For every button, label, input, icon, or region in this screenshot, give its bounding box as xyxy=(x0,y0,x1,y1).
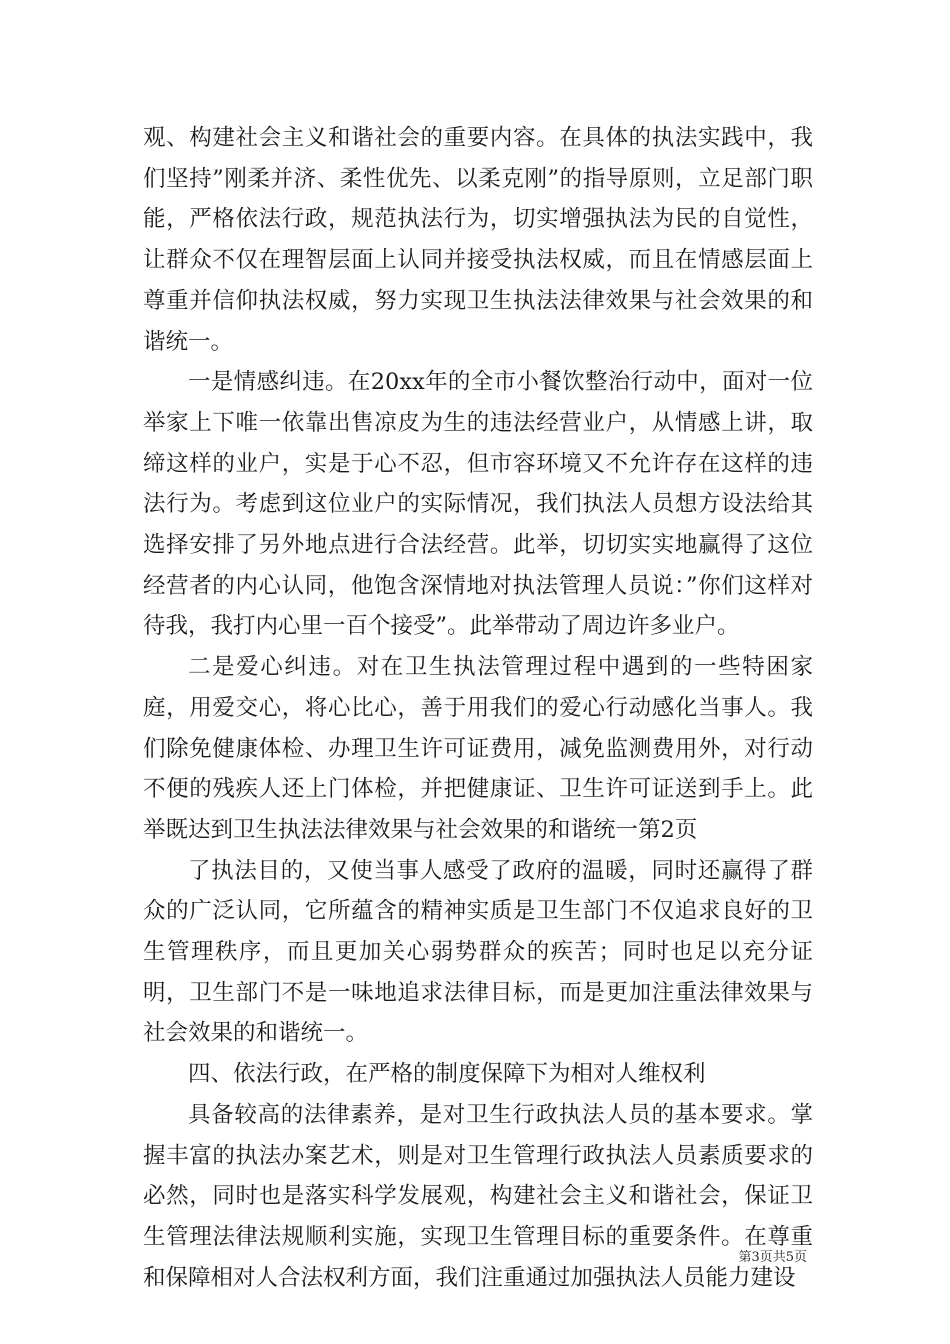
document-body xyxy=(143,118,813,1298)
paragraph-5: 具备较高的法律素养，是对卫生行政执法人员的基本要求。掌握丰富的执法办案艺术，则是对卫生管理行政执法人员素质要求的必然，同时也是落实科学发展观，构建社会主义和谐社会，保证卫生管理法律法规顺利实施，实现卫生管理目标的重要条件。在尊重和保障相对人合法权利方面，我们注重通过加强执法人员能力建设 xyxy=(143,1101,813,1291)
paragraph-1: 观、构建社会主义和谐社会的重要内容。在具体的执法实践中，我们坚持”刚柔并济、柔性优先、以柔克刚”的指导原则，立足部门职能，严格依法行政，规范执法行为，切实增强执法为民的自觉性，让群众不仅在理智层面上认同并接受执法权威，而且在情感层面上尊重并信仰执法权威，努力实现卫生执法法律效果与社会效果的和谐统一。 xyxy=(143,125,813,355)
section-heading: 四、依法行政，在严格的制度保障下为相对人维权利 xyxy=(188,1061,706,1088)
page-number-footer: 第3页共5页 xyxy=(738,1250,807,1265)
paragraph-3: 二是爱心纠违。对在卫生执法管理过程中遇到的一些特困家庭，用爱交心，将心比心，善于用我们的爱心行动感化当事人。我们除免健康体检、办理卫生许可证费用，减免监测费用外，对行动不便的残疾人还上门体检，并把健康证、卫生许可证送到手上。此举既达到卫生执法法律效果与社会效果的和谐统一第2页 xyxy=(143,654,813,843)
paragraph-4: 了执法目的，又使当事人感受了政府的温暖，同时还赢得了群众的广泛认同，它所蕴含的精神实质是卫生部门不仅追求良好的卫生管理秩序，而且更加关心弱势群众的疾苦；同时也足以充分证明，卫生部门不是一味地追求法律目标，而是更加注重法律效果与社会效果的和谐统一。 xyxy=(143,857,813,1047)
paragraph-2: 一是情感纠违。在20xx年的全市小餐饮整治行动中，面对一位举家上下唯一依靠出售凉皮为生的违法经营业户，从情感上讲，取缔这样的业户，实是于心不忍，但市容环境又不允许存在这样的违法行为。考虑到这位业户的实际情况，我们执法人员想方设法给其选择安排了另外地点进行合法经营。此举，切切实实地赢得了这位经营者的内心认同，他饱含深情地对执法管理人员说：”你们这样对待我，我打内心里一百个接受”。此举带动了周边许多业户。 xyxy=(143,369,813,640)
